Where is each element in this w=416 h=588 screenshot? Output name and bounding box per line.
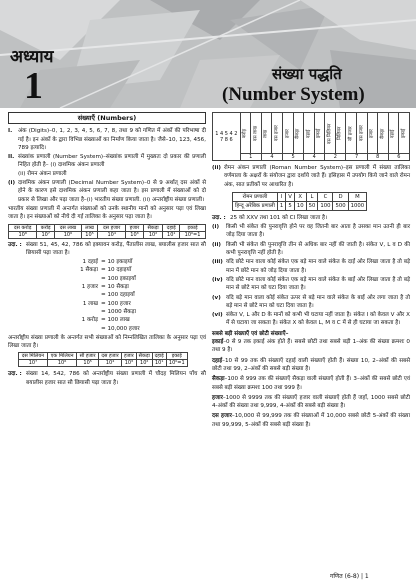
equation-row [8,316,206,324]
example-key: उदा. : [212,214,226,221]
example-text: 25 को XXV तथा 101 को CI लिखा जाता है। [230,214,328,221]
roman-numeral-table [232,192,367,211]
place-power: 10⁰=1 [180,231,206,238]
page-footer: गणित (6-8) | 1 [330,573,369,580]
vertical-header: दस हजार [272,113,283,154]
vertical-header-2: मिलियन [335,113,346,154]
equation-left [8,325,101,333]
point-key: I. [8,128,13,135]
example-1 [8,241,206,258]
rule-text: यदि छोटे मान वाला कोई संकेत एक बड़े मान वाले संकेत के दाईं ओर लिखा जाता है तो बड़े मान में छोटे मान को जोड़ दिया जाता है। [226,259,410,274]
place-header: हजार [126,224,144,231]
equation-left: 1 हजार [81,284,98,291]
place-power: 10³ [122,360,137,367]
equation-row [8,308,206,316]
vertical-header-2: दस हजार [357,113,368,154]
point-text: अंक (Digits)–0, 1, 2, 3, 4, 5, 6, 7, 8, तथा 9 को गणित में अंकों की परिभाषा दी गई है। इन अंकों के द्वारा विभिन्न संख्याओं का निर्माण किया जाता है। जैसे–10, 123, 456, 789 इत्यादि। [18,128,206,151]
roman-row-label: हिन्दू अरेबिक प्रणाली [233,201,278,210]
vertical-digit: 6 [388,154,409,161]
point-text-a: संख्यांक प्रणाली (Number System)–संख्यांक प्रणाली में मुख्यतः दो प्रकार की प्रणाली निहित होती है– (i) दाशमिक अंकन प्रणाली [18,154,206,169]
place-header: सैकड़ा [136,353,152,360]
equation-left: 1 करोड़ [81,317,98,324]
title-english: (Number System) [222,84,365,105]
title-hindi: संख्या पद्धति [272,65,342,83]
roman-value: 5 [286,201,295,210]
place-range-item [212,338,410,355]
equation-right: = 10,000 हजार [101,325,140,332]
place-range-text: –100 से 999 तक की संख्याएँ सैकड़ा वाली संख्याएँ होती हैं। 3–अंकों की सबसे छोटी एवं सबसे बड़ी संख्या क्रमशः 100 तथा 999 है। [212,376,410,391]
place-header: दस लाख [55,224,82,231]
point-decimal-system [8,179,206,204]
point-digits [8,127,206,152]
roman-example [212,214,410,222]
point-text: रोमन अंकन प्रणाली (Roman Number System)–इस प्रणाली में संख्या तालिका वर्णमाला के अक्षरों के संयोजन द्वारा दर्शाये जाते हैं। इसिहास में उपयोग किये जाने वाले रोमन अंक, सात प्रतीकों पर आधारित है। [224,165,410,188]
vertical-header: लाख [261,113,272,154]
place-power: 10⁷ [37,231,55,238]
vertical-header-2: दहाई [388,113,399,154]
equation-row [8,258,206,266]
roman-value: 500 [333,201,348,210]
place-range-term: हजार [212,394,223,401]
place-power: 10² [143,231,163,238]
roman-value: 10 [294,201,306,210]
rule-text: किसी भी संकेत की पुनरावृत्ति होने पर वह जितनी बार आता है उसका मान उतनी ही बार जोड़ दिया जाता है। [226,224,410,239]
equation-right: = 100 इकाइयाँ [101,275,136,282]
place-power: 10² [136,360,152,367]
equation-right: = 1000 सैकड़ा [101,308,136,315]
place-power: 10⁶ [47,360,76,367]
equation-row [8,300,206,308]
example-key: उदा. : [8,241,22,248]
rule-key: (iv) [212,276,223,283]
place-power: 10¹ [152,360,166,367]
place-power: 10⁴ [98,360,121,367]
vertical-header-2: हजार [367,113,378,154]
rule-key: (ii) [212,241,221,248]
equation-left [8,291,101,299]
place-power: 10⁵ [81,231,97,238]
place-power: 10⁵ [77,360,99,367]
vertical-digit: 5 [283,154,304,161]
equation-row [8,266,206,274]
equation-right: = 10 दहाइयाँ [101,267,132,274]
vertical-digit: 4 [304,154,325,161]
place-range-item [212,375,410,392]
equation-right: = 100 दहाइयाँ [101,292,135,299]
rule-key: (iii) [212,259,223,266]
place-power: 10⁰=1 [166,360,187,367]
roman-value: 100 [318,201,333,210]
roman-rules-list [212,223,410,328]
equation-right: = 10 इकाइयाँ [101,259,133,266]
roman-value: 1 [277,201,285,210]
equation-right: = 10 सैकड़ा [101,284,129,291]
place-power: 10⁷ [19,360,48,367]
place-header: दहाई [152,353,166,360]
place-header: दस मिलियन [19,353,48,360]
roman-symbol: L [306,192,318,201]
roman-rule [212,276,410,293]
equation-left [8,308,101,316]
vertical-header-2: सैकड़ा [378,113,389,154]
largest-smallest-heading: सबसे बड़ी संख्याएँ एवं छोटी संख्याएँ– [212,330,289,337]
vertical-header: दहाई [304,113,315,154]
example-2 [8,370,206,387]
equation-row [8,283,206,291]
intl-place-value-table [18,352,188,367]
equation-row [8,325,206,333]
equation-left [8,275,101,283]
place-range-text: –0 से 9 तक इकाई अंक होते हैं। सबसे छोटी तथा सबसे बड़ी 1–अंक की संख्या क्रमशः 0 तथा 9 है। [212,339,410,354]
roman-rule [212,241,410,258]
place-header: इकाई [180,224,206,231]
indian-system-para: भारतीय संख्या प्रणाली में अन्तर्गत संख्याओं को उनके स्थानीय मानों को अनुसार पढ़ा एवं लिखा जाता है। इन संख्याओं को नीचे दी गई तालिका के अनुसार पढ़ा जाता है। [8,205,206,221]
vertical-header: करोड़ [240,113,251,154]
roman-value: 1000 [348,201,366,210]
roman-symbol: V [286,192,295,201]
example-text: संख्या 14, 542, 786 को अन्तर्राष्ट्रीय संख्या प्रणाली में चौदह मिलियन पाँच सौ बयालीस हजार सात सौ छियासी पढ़ा जाता है। [26,371,206,386]
vertical-digit: 4 [261,154,282,161]
vertical-header: हजार [283,113,294,154]
place-range-text: –10 से 99 तक की संख्याएँ दहाई वाली संख्याएँ होती हैं। संख्या 10, 2–अंकों की सबसे छोटी तथा 99, 2–अंकों की सबसे बड़ी संख्या है। [212,357,410,372]
rule-text: संकेत V, L और D के मानों को कभी भी घटाया नहीं जाता है। संकेत I को केवल V और X में से घटाया जा सकता है। संकेत X को केवल L, M व C में से ही घटाया जा सकता है। [226,312,410,327]
section-heading-numbers: संख्याएँ (Numbers) [8,112,206,124]
example-key: उदा. : [8,371,22,378]
vertical-digit: 2 [325,154,346,161]
point-text: दाशमिक अंकन प्रणाली (Decimal Number System)–0 से 9 अर्थात् दस अंकों से होने के कारण इसे दाशमिक अंकन प्रणाली कहा जाता है। इस प्रणाली में संख्याओं को दो प्रकार से लिखा और पढ़ा जाता है–(i) भारतीय संख्या प्रणाली. (ii) अन्तर्राष्ट्रीय संख्या प्रणाली। [18,180,206,203]
place-header: करोड़ [37,224,55,231]
vertical-header: दस लाख [251,113,262,154]
vertical-header: इकाई [314,113,325,154]
equation-left: 1 दहाई [82,259,98,266]
right-column [212,112,410,431]
roman-rule [212,258,410,275]
vertical-digit: 8 [367,154,388,161]
vertical-table-number: 1 4 5 4 2 7 8 6 [213,113,241,161]
rule-key: (vi) [212,312,223,319]
point-text [18,153,206,178]
vertical-digit: 7 [346,154,367,161]
place-range-item [212,357,410,374]
roman-value: 50 [306,201,318,210]
place-power: 10³ [126,231,144,238]
chapter-label [10,44,80,105]
equation-right: = 100 हजार [101,300,131,307]
indian-place-value-table [8,224,206,239]
roman-symbol: M [348,192,366,201]
rule-key: (i) [212,224,220,231]
place-header: सौ हजार [77,353,99,360]
roman-row-label: रोमन प्रणाली [233,192,278,201]
place-range-term: दहाई [212,357,223,364]
place-power: 10⁶ [55,231,82,238]
chapter-header-banner [0,0,416,108]
equation-left: 1 सैकड़ा [80,267,98,274]
place-header: दस हजार [98,224,126,231]
place-header: दहाई [163,224,180,231]
vertical-header-2: सौ हजार [346,113,357,154]
roman-symbol: I [277,192,285,201]
place-range-term: इकाई [212,339,224,346]
place-range-term: दस हजार [212,413,232,420]
vertical-digit: 1 [240,154,261,161]
rule-key: (v) [212,294,221,301]
point-text-b: (ii) रोमन अंकन प्रणाली [18,170,67,177]
rule-text: किसी भी संकेत की पुनरावृत्ति तीन से अधिक बार नहीं की जाती है। संकेत V, L व D की कभी पुनरावृत्ति नहीं होती है। [226,241,410,257]
roman-symbol: C [318,192,333,201]
roman-rule [212,223,410,240]
vertical-header-2: दस मिलियन [325,113,336,154]
place-range-text: –1000 से 9999 तक की संख्याएँ हजार वाली संख्याएँ होती हैं जहाँ, 1000 सबसे छोटी 4-अंकों की संख्या तथा 9,999, 4-अंकों की सबसे बड़ी संख्या है। [212,394,410,410]
place-header: लाख [81,224,97,231]
roman-symbol: D [333,192,348,201]
point-key: (i) [8,180,16,187]
vertical-header-2: इकाई [399,113,410,154]
place-range-term: सैकड़ा [212,376,225,383]
rule-text: यदि छोटे मान वाला कोई संकेत एक बड़े मान वाले संकेत के बाईं ओर लिखा जाता है तो बड़े मान से छोटे मान को घटा दिया जाता है। [226,276,410,292]
place-header: हजार [122,353,137,360]
roman-intro [212,164,410,189]
roman-rule [212,311,410,328]
place-range-text: –10,000 से 99,999 तक की संख्याओं में 10,000 सबसे छोटी 5-अंकों की संख्या तथा 99,999, 5-अंकों की सबसे बड़ी संख्या है। [212,413,410,428]
vertical-place-table [212,112,410,161]
place-range-item [212,412,410,429]
place-header: इकाई [166,353,187,360]
intl-system-para: अन्तर्राष्ट्रीय संख्या प्रणाली के अन्तर्गत सभी संख्याओं को निम्नलिखित तालिका के अनुसार पढ़ा एवं लिखा जाता है। [8,334,206,350]
equation-row [8,291,206,299]
place-header: दस करोड़ [9,224,37,231]
place-value-equations [8,258,206,333]
point-key: II. [8,154,15,161]
equation-left: 1 लाख [82,300,98,307]
vertical-header: सैकड़ा [293,113,304,154]
chapter-number: 1 [24,65,43,107]
rule-text: यदि बड़े मान वाला कोई संकेत ऊपर से बड़े मान वाले संकेत के बाईं ओर लगा जाता है तो बड़े मान से छोटे मान को घटा दिया जाता है। [226,294,410,309]
point-key: (ii) [212,165,221,171]
roman-symbol: X [294,192,306,201]
example-text: संख्या 51, 45, 42, 786 को इक्यावन करोड़, पैंतालीस लाख, बयालीस हजार सात सौ छियासी पढ़ा जाता है। [26,241,206,256]
equation-row [8,275,206,283]
chapter-word: अध्याय [10,47,54,67]
place-power: 10⁴ [98,231,126,238]
place-header: सैकड़ा [143,224,163,231]
place-power: 10⁸ [9,231,37,238]
point-number-system [8,153,206,178]
place-power: 10¹ [163,231,180,238]
place-header: एक मिलियन [47,353,76,360]
largest-smallest-list [212,338,410,429]
place-range-item [212,394,410,411]
equation-right: = 100 लाख [101,317,130,324]
left-column [8,112,206,388]
roman-rule [212,294,410,311]
place-header: दस हजार [98,353,121,360]
